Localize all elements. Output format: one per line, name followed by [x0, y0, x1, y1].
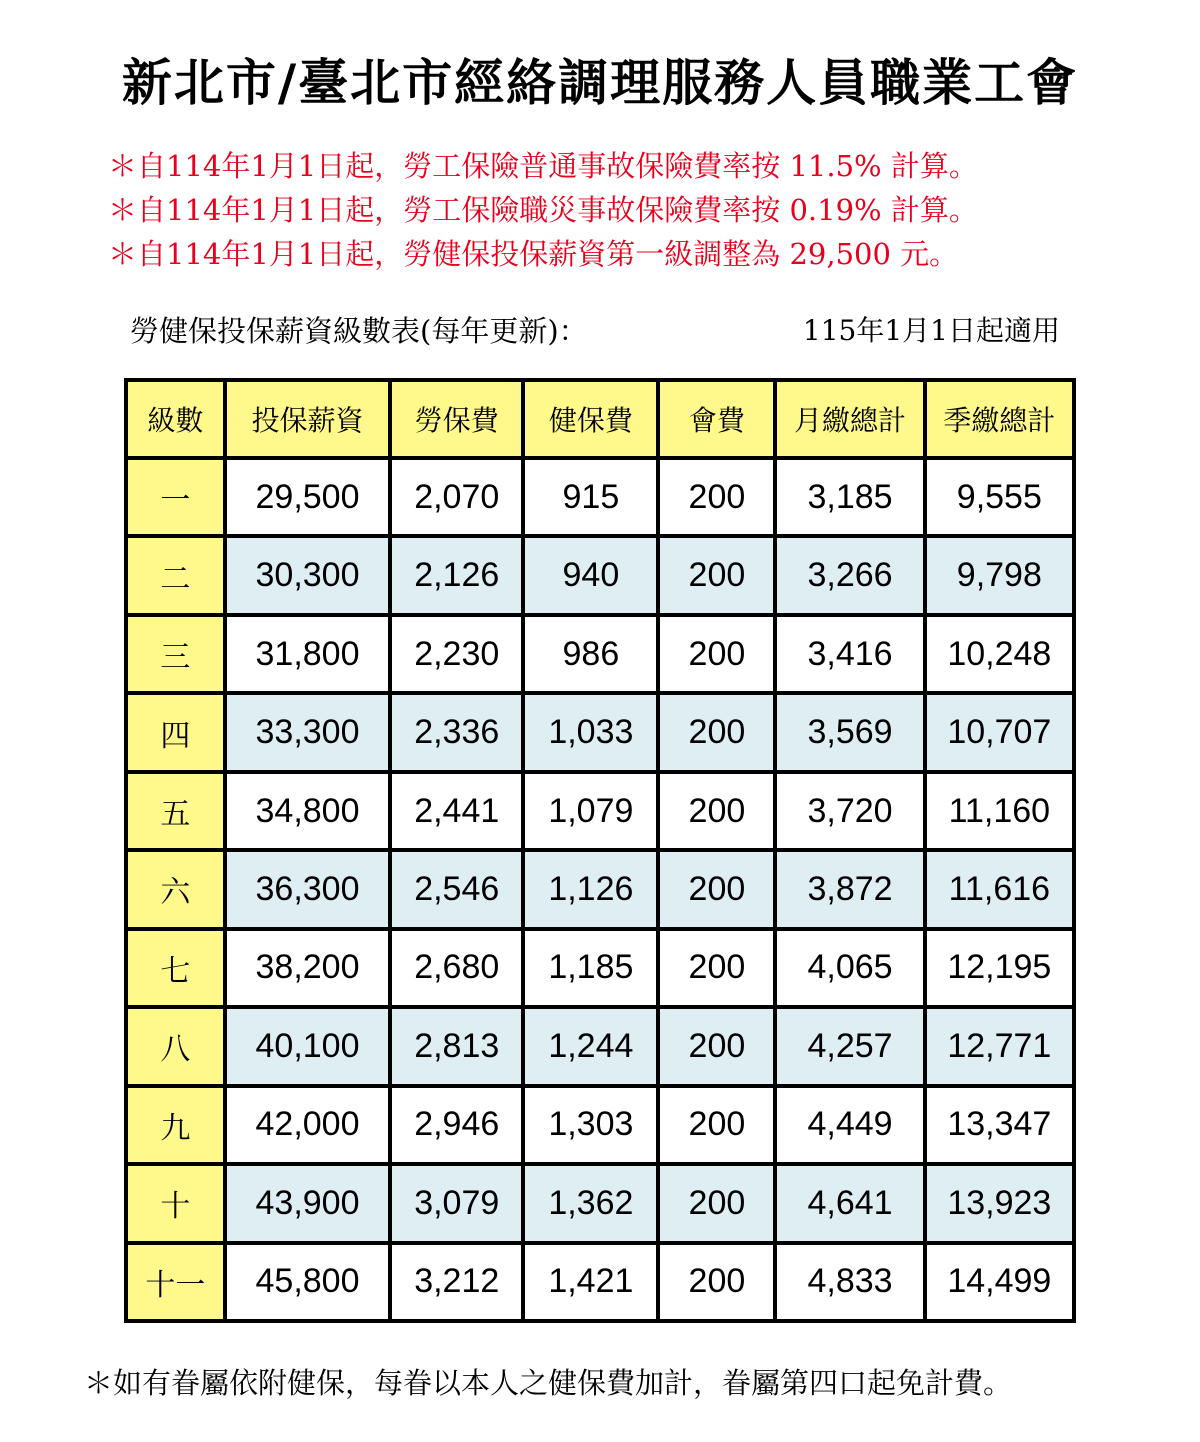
page-title: 新北市/臺北市經絡調理服務人員職業工會: [121, 54, 1079, 112]
cell-insured-salary: 30,300: [227, 538, 388, 612]
cell-health-insurance: 1,033: [525, 695, 656, 769]
cell-quarterly-total: 9,798: [927, 538, 1072, 612]
table-row: [128, 1166, 1072, 1240]
table-row: [128, 1245, 1072, 1319]
cell-labor-insurance: 2,070: [392, 460, 521, 534]
cell-labor-insurance: 3,212: [392, 1245, 521, 1319]
cell-insured-salary: 43,900: [227, 1166, 388, 1240]
cell-health-insurance: 1,421: [525, 1245, 656, 1319]
cell-grade: 八: [128, 1009, 223, 1083]
cell-labor-insurance: 2,946: [392, 1088, 521, 1162]
table-row: [128, 774, 1072, 848]
cell-quarterly-total: 11,616: [927, 852, 1072, 926]
cell-health-insurance: 1,362: [525, 1166, 656, 1240]
notice-item: ＊自114年1月1日起，勞工保險職災事故保險費率按 0.19% 計算。: [108, 193, 978, 227]
cell-union-fee: 200: [660, 538, 773, 612]
table-header-row: [128, 382, 1072, 456]
cell-labor-insurance: 2,230: [392, 617, 521, 691]
cell-grade: 九: [128, 1088, 223, 1162]
cell-health-insurance: 915: [525, 460, 656, 534]
cell-grade: 一: [128, 460, 223, 534]
cell-monthly-total: 4,065: [777, 931, 922, 1005]
cell-monthly-total: 3,185: [777, 460, 922, 534]
header-insured-salary: 投保薪資: [227, 382, 388, 456]
cell-grade: 七: [128, 931, 223, 1005]
notice-item: ＊自114年1月1日起，勞健保投保薪資第一級調整為 29,500 元。: [108, 237, 959, 271]
cell-labor-insurance: 2,813: [392, 1009, 521, 1083]
cell-quarterly-total: 14,499: [927, 1245, 1072, 1319]
footnote: ＊如有眷屬依附健保，每眷以本人之健保費加計，眷屬第四口起免計費。: [84, 1366, 1013, 1400]
cell-monthly-total: 3,569: [777, 695, 922, 769]
cell-grade: 三: [128, 617, 223, 691]
effective-date: 115年1月1日起適用: [802, 314, 1060, 347]
table-row: [128, 460, 1072, 534]
cell-health-insurance: 1,185: [525, 931, 656, 1005]
cell-labor-insurance: 2,546: [392, 852, 521, 926]
cell-health-insurance: 1,244: [525, 1009, 656, 1083]
insurance-fee-table: [124, 378, 1076, 1323]
header-quarterly-total: 季繳總計: [927, 382, 1072, 456]
cell-grade: 五: [128, 774, 223, 848]
header-monthly-total: 月繳總計: [777, 382, 922, 456]
cell-labor-insurance: 2,441: [392, 774, 521, 848]
cell-labor-insurance: 2,336: [392, 695, 521, 769]
cell-insured-salary: 40,100: [227, 1009, 388, 1083]
cell-insured-salary: 38,200: [227, 931, 388, 1005]
table-row: [128, 931, 1072, 1005]
cell-monthly-total: 4,833: [777, 1245, 922, 1319]
cell-monthly-total: 3,720: [777, 774, 922, 848]
table-caption-row: [130, 306, 1070, 356]
cell-insured-salary: 29,500: [227, 460, 388, 534]
cell-grade: 二: [128, 538, 223, 612]
cell-union-fee: 200: [660, 1245, 773, 1319]
cell-grade: 十: [128, 1166, 223, 1240]
cell-monthly-total: 4,449: [777, 1088, 922, 1162]
table-row: [128, 538, 1072, 612]
cell-labor-insurance: 3,079: [392, 1166, 521, 1240]
cell-insured-salary: 42,000: [227, 1088, 388, 1162]
table-row: [128, 695, 1072, 769]
cell-monthly-total: 3,416: [777, 617, 922, 691]
cell-union-fee: 200: [660, 1088, 773, 1162]
cell-union-fee: 200: [660, 460, 773, 534]
cell-insured-salary: 34,800: [227, 774, 388, 848]
cell-grade: 十一: [128, 1245, 223, 1319]
table-row: [128, 852, 1072, 926]
header-union-fee: 會費: [660, 382, 773, 456]
cell-monthly-total: 3,266: [777, 538, 922, 612]
header-grade: 級數: [128, 382, 223, 456]
cell-union-fee: 200: [660, 852, 773, 926]
cell-health-insurance: 1,126: [525, 852, 656, 926]
cell-union-fee: 200: [660, 695, 773, 769]
table-row: [128, 1088, 1072, 1162]
cell-union-fee: 200: [660, 931, 773, 1005]
cell-labor-insurance: 2,126: [392, 538, 521, 612]
header-health-insurance: 健保費: [525, 382, 656, 456]
cell-monthly-total: 3,872: [777, 852, 922, 926]
header-labor-insurance: 勞保費: [392, 382, 521, 456]
cell-quarterly-total: 13,347: [927, 1088, 1072, 1162]
cell-grade: 四: [128, 695, 223, 769]
cell-health-insurance: 986: [525, 617, 656, 691]
cell-union-fee: 200: [660, 617, 773, 691]
cell-insured-salary: 33,300: [227, 695, 388, 769]
cell-quarterly-total: 10,707: [927, 695, 1072, 769]
cell-union-fee: 200: [660, 774, 773, 848]
cell-monthly-total: 4,641: [777, 1166, 922, 1240]
notice-list: [108, 144, 1108, 276]
cell-health-insurance: 1,303: [525, 1088, 656, 1162]
cell-health-insurance: 1,079: [525, 774, 656, 848]
cell-quarterly-total: 11,160: [927, 774, 1072, 848]
cell-quarterly-total: 13,923: [927, 1166, 1072, 1240]
table-caption: 勞健保投保薪資級數表(每年更新)：: [130, 314, 588, 348]
table-row: [128, 617, 1072, 691]
notice-item: ＊自114年1月1日起，勞工保險普通事故保險費率按 11.5% 計算。: [108, 149, 978, 183]
table-row: [128, 1009, 1072, 1083]
cell-quarterly-total: 12,195: [927, 931, 1072, 1005]
cell-health-insurance: 940: [525, 538, 656, 612]
cell-union-fee: 200: [660, 1166, 773, 1240]
cell-quarterly-total: 10,248: [927, 617, 1072, 691]
cell-union-fee: 200: [660, 1009, 773, 1083]
cell-insured-salary: 36,300: [227, 852, 388, 926]
cell-quarterly-total: 12,771: [927, 1009, 1072, 1083]
cell-insured-salary: 31,800: [227, 617, 388, 691]
cell-quarterly-total: 9,555: [927, 460, 1072, 534]
cell-monthly-total: 4,257: [777, 1009, 922, 1083]
cell-labor-insurance: 2,680: [392, 931, 521, 1005]
cell-grade: 六: [128, 852, 223, 926]
cell-insured-salary: 45,800: [227, 1245, 388, 1319]
